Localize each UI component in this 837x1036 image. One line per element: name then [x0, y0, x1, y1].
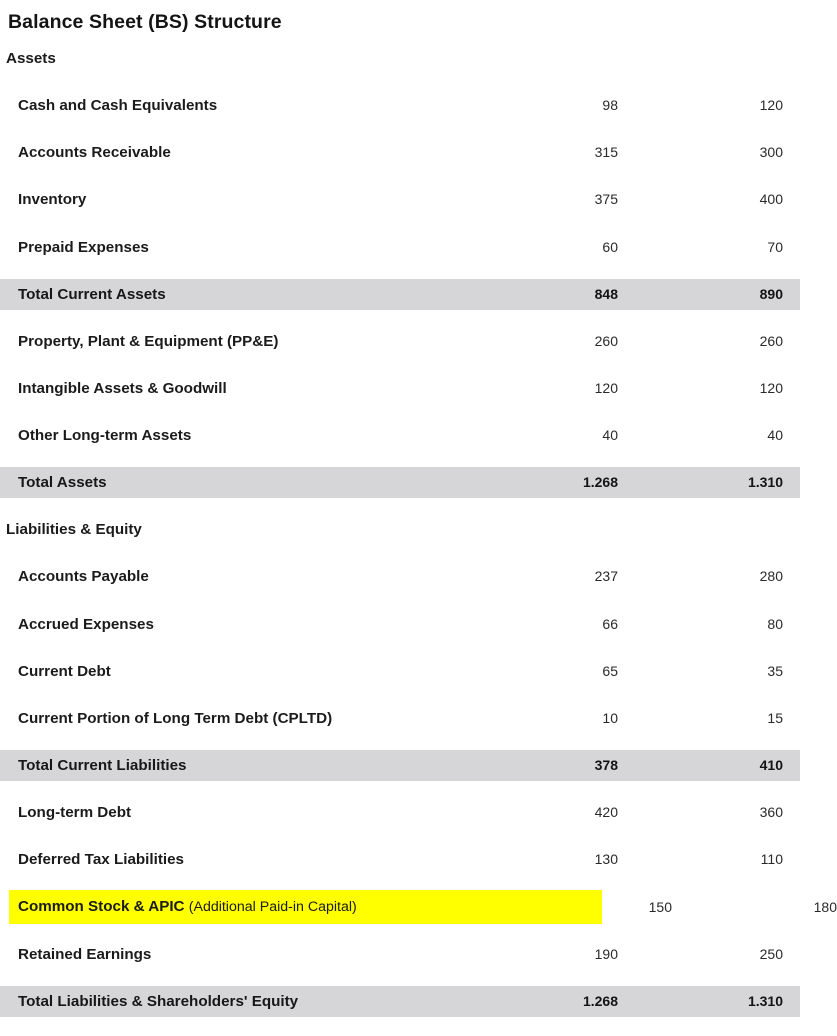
section-heading-assets — [0, 35, 800, 82]
table-row — [0, 648, 800, 695]
row-value-col1: 260 — [594, 332, 618, 349]
row-label: Accounts Receivable — [18, 144, 171, 162]
row-value-col1: 375 — [594, 191, 618, 208]
row-value-col1: 378 — [594, 757, 618, 774]
row-value-col2: 360 — [759, 804, 783, 821]
table-row — [0, 412, 800, 459]
row-label: Total Assets — [18, 474, 107, 492]
section-heading-label: Liabilities & Equity — [6, 521, 142, 539]
row-spacer — [0, 781, 800, 789]
table-row — [0, 931, 800, 978]
total-row-current-assets — [0, 279, 800, 310]
row-label: Property, Plant & Equipment (PP&E) — [18, 332, 279, 350]
table-row — [0, 318, 800, 365]
row-value-col2: 80 — [767, 615, 783, 632]
row-label-main: Common Stock & APIC — [18, 898, 185, 916]
row-value-col1: 120 — [594, 380, 618, 397]
row-spacer — [0, 498, 800, 506]
row-label: Intangible Assets & Goodwill — [18, 380, 227, 398]
row-value-col1: 190 — [594, 945, 618, 962]
row-spacer — [0, 271, 800, 279]
row-value-col1: 10 — [602, 709, 618, 726]
total-row-total-assets — [0, 467, 800, 498]
row-value-col2: 1.310 — [747, 474, 783, 491]
row-spacer — [0, 742, 800, 750]
row-label: Other Long-term Assets — [18, 427, 192, 445]
row-value-col1: 65 — [602, 662, 618, 679]
row-value-col1: 420 — [594, 804, 618, 821]
row-label: Total Current Liabilities — [18, 757, 187, 775]
row-value-col1: 98 — [602, 97, 618, 114]
row-label: Long-term Debt — [18, 804, 132, 822]
table-row — [0, 82, 800, 129]
row-value-col2: 280 — [759, 568, 783, 585]
row-spacer — [0, 310, 800, 318]
table-row — [0, 695, 800, 742]
row-value-col2: 250 — [759, 945, 783, 962]
row-value-col2: 110 — [760, 851, 783, 868]
row-label: Inventory — [18, 191, 87, 209]
row-label: Accounts Payable — [18, 568, 149, 586]
table-row — [0, 789, 800, 836]
row-value-col1: 1.268 — [582, 992, 618, 1009]
row-label: Current Debt — [18, 662, 111, 680]
table-row — [0, 176, 800, 223]
row-value-col2: 15 — [767, 709, 783, 726]
row-value-col2: 120 — [759, 97, 783, 114]
row-value-col1: 130 — [594, 851, 618, 868]
row-value-col1: 848 — [594, 285, 618, 302]
row-value-col2: 300 — [759, 144, 783, 161]
row-label: Prepaid Expenses — [18, 238, 149, 256]
row-value-col2: 1.310 — [747, 992, 783, 1009]
table-row — [0, 129, 800, 176]
table-row — [0, 836, 800, 883]
table-row — [0, 553, 800, 600]
row-value-col1: 40 — [602, 427, 618, 444]
row-label: Deferred Tax Liabilities — [18, 851, 184, 869]
row-label: Cash and Cash Equivalents — [18, 97, 218, 115]
row-label: Total Liabilities & Shareholders' Equity — [18, 992, 299, 1010]
row-value-col2: 70 — [767, 238, 783, 255]
table-row — [0, 601, 800, 648]
section-heading-liabilities-equity — [0, 506, 800, 553]
row-value-col1: 150 — [648, 898, 672, 915]
row-value-col2: 120 — [759, 380, 783, 397]
row-label: Accrued Expenses — [18, 615, 154, 633]
row-spacer — [0, 978, 800, 986]
total-row-total-liabilities-equity — [0, 986, 800, 1017]
row-label-suffix: (Additional Paid-in Capital) — [188, 899, 357, 916]
row-value-col2: 890 — [759, 285, 783, 302]
row-value-col2: 180 — [813, 898, 837, 915]
row-value-col2: 410 — [759, 757, 783, 774]
table-row — [0, 224, 800, 271]
row-value-col1: 1.268 — [582, 474, 618, 491]
highlight-mark — [9, 890, 602, 924]
row-value-col1: 237 — [594, 568, 618, 585]
page-title: Balance Sheet (BS) Structure — [8, 11, 282, 33]
total-row-current-liabilities — [0, 750, 800, 781]
row-value-col2: 400 — [759, 191, 783, 208]
row-label: Current Portion of Long Term Debt (CPLTD) — [18, 709, 333, 727]
highlighted-row-common-stock-apic — [0, 883, 837, 930]
table-row — [0, 365, 800, 412]
row-label: Retained Earnings — [18, 945, 152, 963]
row-label: Total Current Assets — [18, 285, 166, 303]
row-label — [9, 890, 602, 924]
section-heading-label: Assets — [6, 50, 56, 67]
row-value-col2: 35 — [767, 662, 783, 679]
row-spacer — [0, 459, 800, 467]
row-value-col1: 66 — [602, 615, 618, 632]
row-value-col1: 60 — [602, 238, 618, 255]
row-value-col1: 315 — [594, 144, 618, 161]
row-value-col2: 260 — [759, 332, 783, 349]
row-value-col2: 40 — [767, 427, 783, 444]
